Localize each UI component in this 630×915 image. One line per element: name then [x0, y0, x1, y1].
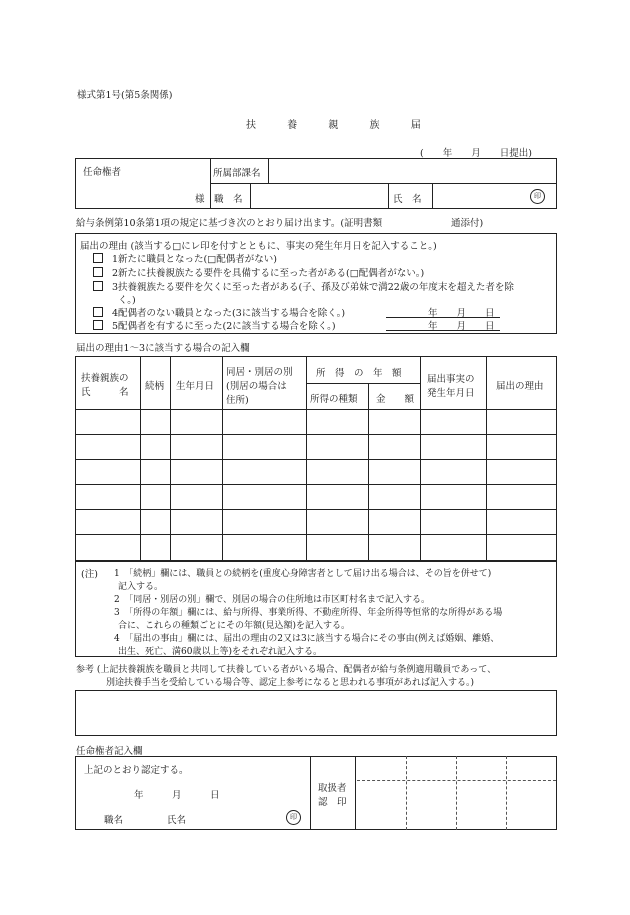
- certify-seal-icon: 印: [286, 810, 301, 825]
- col-name-2: 氏 名: [81, 387, 129, 398]
- reason-3: 3扶養親族たる要件を欠くに至った者がある(子、孫及び弟妹で満22歳の年度末を超えた者を除: [112, 282, 514, 293]
- appointer-label: 任命権者: [83, 167, 122, 178]
- submit-date: ( 年 月 日提出): [420, 148, 532, 159]
- name-label: 氏 名: [393, 194, 422, 205]
- certify-name: 氏名: [167, 815, 187, 826]
- reason-4: 4配偶者のない職員となった(3に該当する場合を除く。): [112, 308, 346, 319]
- col-event-2: 発生年月日: [427, 388, 475, 399]
- notes-label: (注): [81, 569, 98, 580]
- reason-4-date: 年 月 日: [428, 308, 495, 319]
- note-1: 1 「続柄」欄には、職員との続柄を(重度心身障害者として届け出る場合は、その旨を併せて): [114, 569, 492, 579]
- reason-3-cont: く。): [118, 295, 136, 306]
- job-field[interactable]: [253, 186, 385, 206]
- sama-label: 様: [195, 194, 205, 205]
- reason-3-checkbox[interactable]: [93, 280, 103, 291]
- note-2: 2 「同居・別居の別」欄で、別居の場合の住所地は市区町村名まで記入する。: [114, 595, 431, 605]
- col-relation: 続柄: [145, 381, 165, 392]
- reason-1-checkbox[interactable]: [93, 252, 103, 263]
- form-id: 様式第1号(第5条関係): [77, 90, 173, 101]
- certify-date: 年 月 日: [134, 790, 220, 801]
- reference-line-1: 参考 (上記扶養親族を職員と共同して扶養している者がいる場合、配偶者が給与条例適用職員であって、: [76, 665, 497, 675]
- col-income-amount: 金 額: [376, 394, 415, 405]
- handler-label-1: 取扱者: [318, 783, 347, 794]
- note-4-cont: 出生、死亡、満60歳以上等)をそれぞれ記入する。: [118, 647, 322, 657]
- col-reason: 届出の理由: [496, 381, 544, 392]
- reason-5-checkbox[interactable]: [93, 319, 103, 330]
- col-cohabit-2: (別居の場合は: [226, 381, 287, 392]
- note-1-cont: 記入する。: [118, 582, 164, 592]
- reason-2: 2新たに扶養親族たる要件を具備するに至った者がある(□配偶者がない。): [112, 268, 425, 279]
- section-label: 届出の理由1～3に該当する場合の記入欄: [76, 343, 250, 354]
- page-title: 扶 養 親 族 届: [246, 120, 435, 131]
- reference-field[interactable]: [75, 690, 557, 736]
- col-income-type: 所得の種類: [310, 394, 358, 405]
- statement-text: 給与条例第10条第1項の規定に基づき次のとおり届け出ます。(証明書類: [76, 218, 383, 229]
- certify-text: 上記のとおり認定する。: [84, 765, 189, 776]
- col-cohabit-3: 住所): [226, 395, 249, 406]
- seal-icon: 印: [530, 189, 545, 204]
- col-birth: 生年月日: [176, 381, 215, 392]
- col-income: 所 得 の 年 額: [316, 368, 402, 379]
- job-label: 職 名: [214, 194, 243, 205]
- dept-label: 所属部課名: [213, 168, 261, 179]
- reason-5: 5配偶者を有するに至った(2に該当する場合を除く。): [112, 321, 336, 332]
- statement-attached: 通添付): [451, 218, 484, 229]
- certify-job: 職名: [104, 815, 124, 826]
- appointer-section-label: 任命権者記入欄: [76, 746, 143, 757]
- note-4: 4 「届出の事由」欄には、届出の理由の2又は3に該当する場合にその事由(例えば婚姻、離婚、: [114, 634, 500, 644]
- reason-2-checkbox[interactable]: [93, 266, 103, 277]
- col-cohabit-1: 同居・別居の別: [226, 367, 293, 378]
- handler-label-2: 認 印: [318, 797, 347, 808]
- col-name-1: 扶養親族の: [81, 373, 129, 384]
- reasons-heading: 届出の理由 (該当する□にレ印を付すとともに、事実の発生年月日を記入すること。): [80, 241, 437, 252]
- reason-1: 1新たに職員となった(□配偶者がない): [112, 254, 277, 265]
- reason-5-date: 年 月 日: [428, 321, 495, 332]
- col-event-1: 届出事実の: [427, 374, 475, 385]
- dept-field[interactable]: [273, 160, 553, 180]
- note-3-cont: 合に、これらの種類ごとにその年額(見込額)を記入する。: [118, 621, 351, 631]
- note-3: 3 「所得の年額」欄には、給与所得、事業所得、不動産所得、年金所得等恒常的な所得がある場: [114, 608, 503, 618]
- reference-line-2: 別途扶養手当を受給している場合等、認定上参考になると思われる事項があれば記入する。): [106, 678, 475, 688]
- reason-4-checkbox[interactable]: [93, 306, 103, 317]
- name-field[interactable]: [436, 186, 526, 206]
